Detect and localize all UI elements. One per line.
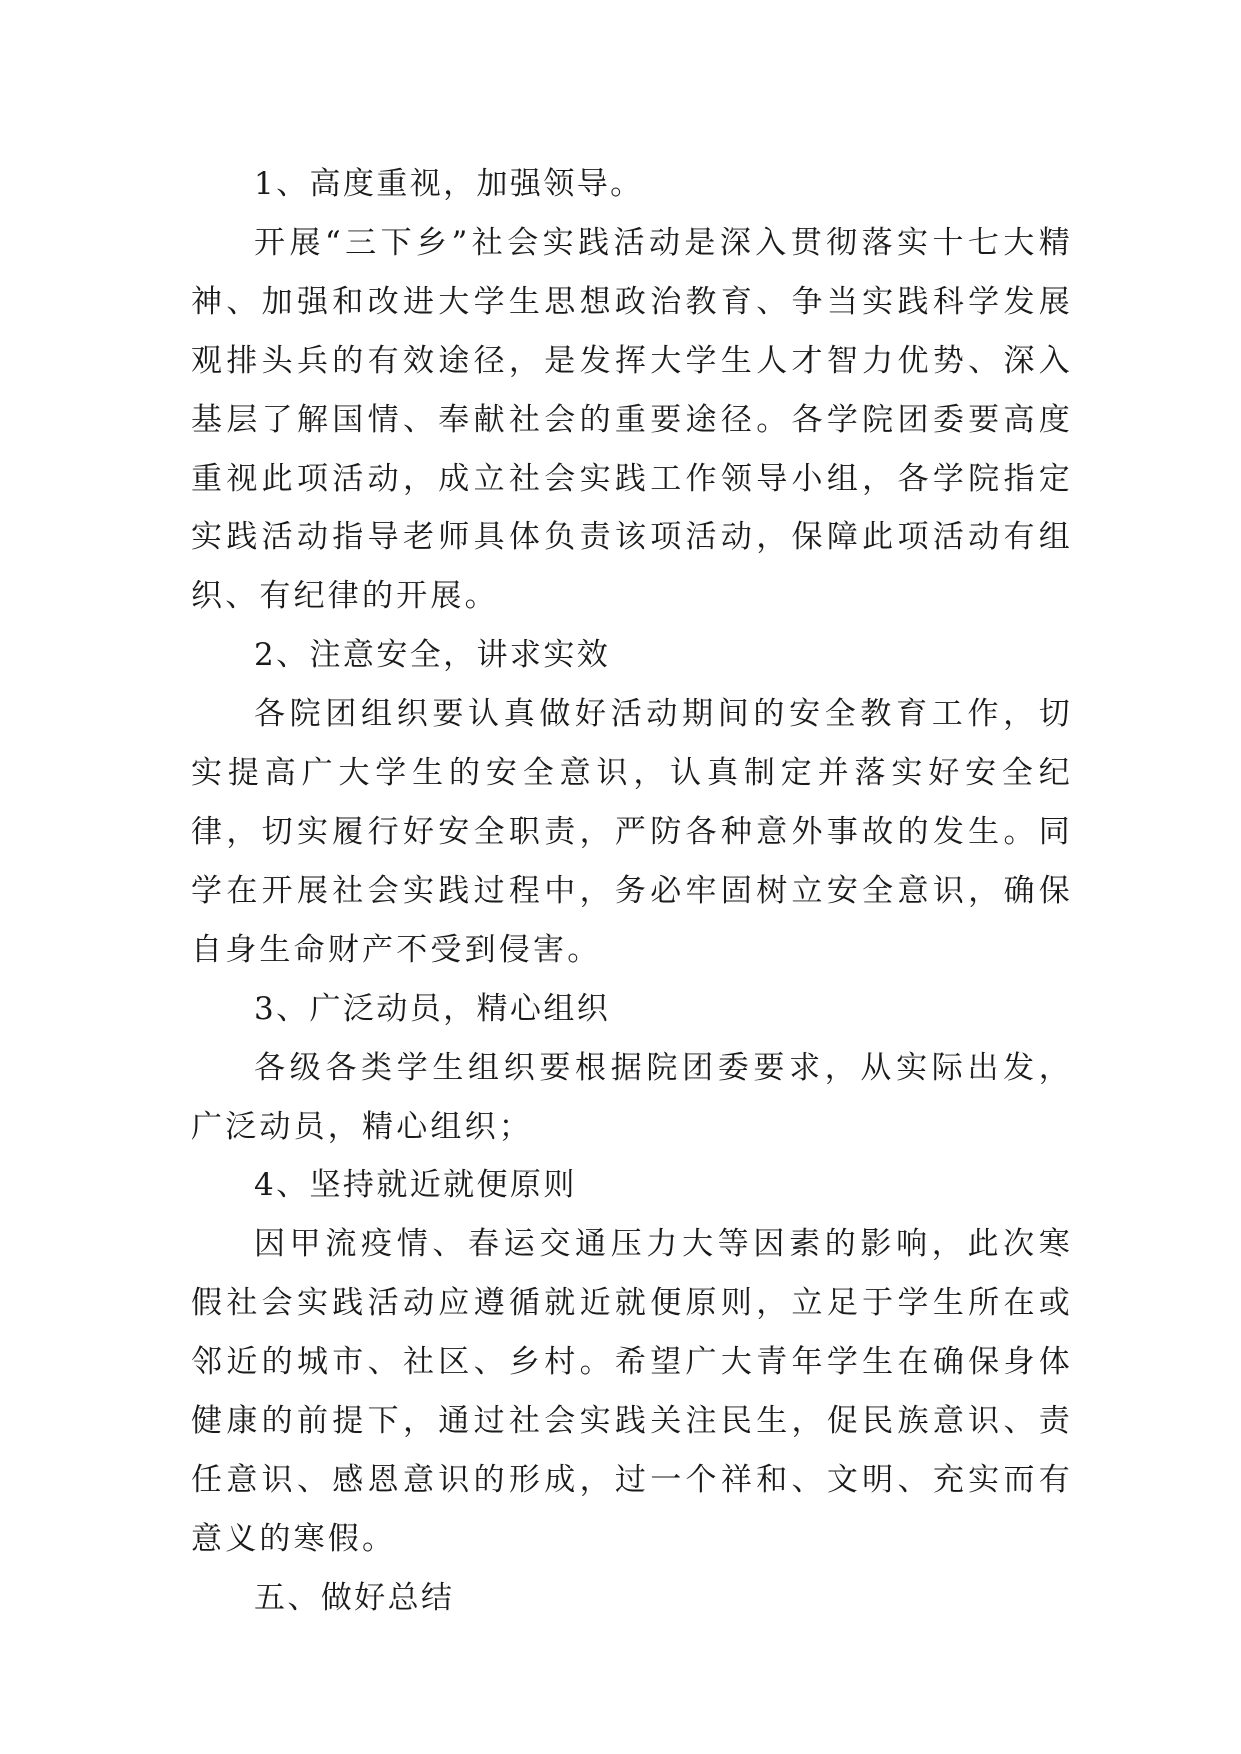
body-paragraph-2: 各院团组织要认真做好活动期间的安全教育工作，切实提高广大学生的安全意识，认真制定并落实好安全纪律，切实履行好安全职责，严防各种意外事故的发生。同学在开展社会实践过程中，务必牢固树立安全意识，确保自身生命财产不受到侵害。 [191, 696, 1073, 968]
section-heading-5: 五、做好总结 [254, 1579, 455, 1616]
body-paragraph-4: 因甲流疫情、春运交通压力大等因素的影响，此次寒假社会实践活动应遵循就近就便原则，立足于学生所在或邻近的城市、社区、乡村。希望广大青年学生在确保身体健康的前提下，通过社会实践关注民生，促民族意识、责任意识、感恩意识的形成，过一个祥和、文明、充实而有意义的寒假。 [191, 1226, 1073, 1557]
section-heading-4: 4、坚持就近就便原则 [254, 1167, 577, 1204]
section-heading-2: 2、注意安全，讲求实效 [254, 637, 611, 674]
document-body [191, 155, 1073, 1628]
body-paragraph-3: 各级各类学生组织要根据院团委要求，从实际出发，广泛动员，精心组织； [191, 1049, 1073, 1145]
section-heading-3: 3、广泛动员，精心组织 [254, 990, 611, 1027]
section-heading-1: 1、高度重视，加强领导。 [254, 166, 644, 202]
body-paragraph-1: 开展“三下乡”社会实践活动是深入贯彻落实十七大精神、加强和改进大学生思想政治教育、争当实践科学发展观排头兵的有效途径，是发挥大学生人才智力优势、深入基层了解国情、奉献社会的重要途径。各学院团委要高度重视此项活动，成立社会实践工作领导小组，各学院指定实践活动指导老师具体负责该项活动，保障此项活动有组织、有纪律的开展。 [191, 224, 1073, 615]
